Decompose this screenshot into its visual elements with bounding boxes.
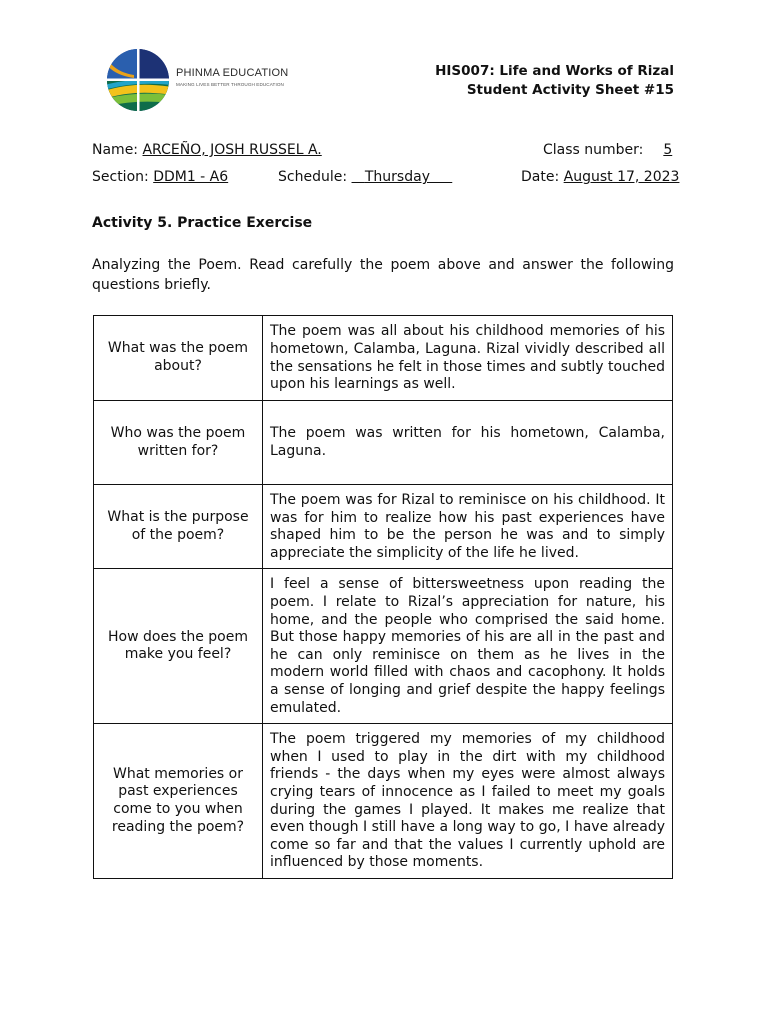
date-label: Date: bbox=[521, 169, 560, 185]
class-number-value: 5 bbox=[663, 142, 673, 158]
schedule-value: Thursday bbox=[364, 169, 430, 185]
section-label: Section: bbox=[92, 169, 149, 185]
date-value: August 17, 2023 bbox=[563, 169, 680, 185]
question-cell: What memories or past experiences come to you when reading the poem? bbox=[94, 724, 263, 879]
table-row bbox=[94, 316, 673, 401]
logo-name: PHINMA EDUCATION bbox=[176, 67, 289, 79]
phinma-logo bbox=[104, 47, 304, 113]
class-number-row bbox=[543, 142, 672, 158]
course-title: HIS007: Life and Works of Rizal bbox=[435, 63, 674, 79]
phinma-globe-icon bbox=[104, 47, 172, 113]
schedule-value-field bbox=[352, 169, 453, 185]
question-cell: How does the poem make you feel? bbox=[94, 569, 263, 724]
table-row bbox=[94, 724, 673, 879]
question-cell: What is the purpose of the poem? bbox=[94, 485, 263, 569]
table-row bbox=[94, 485, 673, 569]
activity-title: Activity 5. Practice Exercise bbox=[92, 215, 313, 231]
answer-cell: The poem was for Rizal to reminisce on his childhood. It was for him to realize how his past experiences have shaped him to be the person he was and to simply appreciate the simplicity of the life he lived. bbox=[263, 485, 673, 569]
name-row bbox=[92, 142, 322, 158]
answer-cell: The poem was written for his hometown, Calamba, Laguna. bbox=[263, 401, 673, 485]
logo-tagline: MAKING LIVES BETTER THROUGH EDUCATION bbox=[176, 82, 284, 87]
section-value: DDM1 - A6 bbox=[153, 169, 229, 185]
answer-cell: The poem was all about his childhood memories of his hometown, Calamba, Laguna. Rizal vividly described all the sensations he felt in those times and subtly touched upon his learnings as well. bbox=[263, 316, 673, 401]
name-label: Name: bbox=[92, 142, 139, 158]
section-row bbox=[92, 169, 228, 185]
date-row bbox=[521, 169, 679, 185]
qa-table bbox=[93, 315, 673, 879]
question-cell: Who was the poem written for? bbox=[94, 401, 263, 485]
table-row bbox=[94, 401, 673, 485]
activity-instructions: Analyzing the Poem. Read carefully the poem above and answer the following questions briefly. bbox=[92, 257, 674, 293]
question-cell: What was the poem about? bbox=[94, 316, 263, 401]
answer-cell: I feel a sense of bittersweetness upon reading the poem. I relate to Rizal’s appreciation for nature, his home, and the people who comprised the said home. But those happy memories of his are all in the past and he can only reminisce on them as he lives in the modern world filled with chaos and cacophony. It holds a sense of longing and grief despite the happy feelings emulated. bbox=[263, 569, 673, 724]
class-number-label: Class number: bbox=[543, 142, 644, 158]
schedule-label: Schedule: bbox=[278, 169, 348, 185]
course-header bbox=[435, 62, 674, 100]
schedule-row bbox=[278, 169, 452, 185]
name-value: ARCEÑO, JOSH RUSSEL A. bbox=[142, 142, 322, 158]
answer-cell: The poem triggered my memories of my childhood when I used to play in the dirt with my childhood friends - the days when my eyes were almost always crying tears of innocence as I failed to meet my goals during the games I played. It makes me realize that even though I still have a long way to go, I have already come so far and that the values I currently uphold are influenced by those moments. bbox=[263, 724, 673, 879]
table-row bbox=[94, 569, 673, 724]
sheet-title: Student Activity Sheet #15 bbox=[466, 82, 674, 98]
